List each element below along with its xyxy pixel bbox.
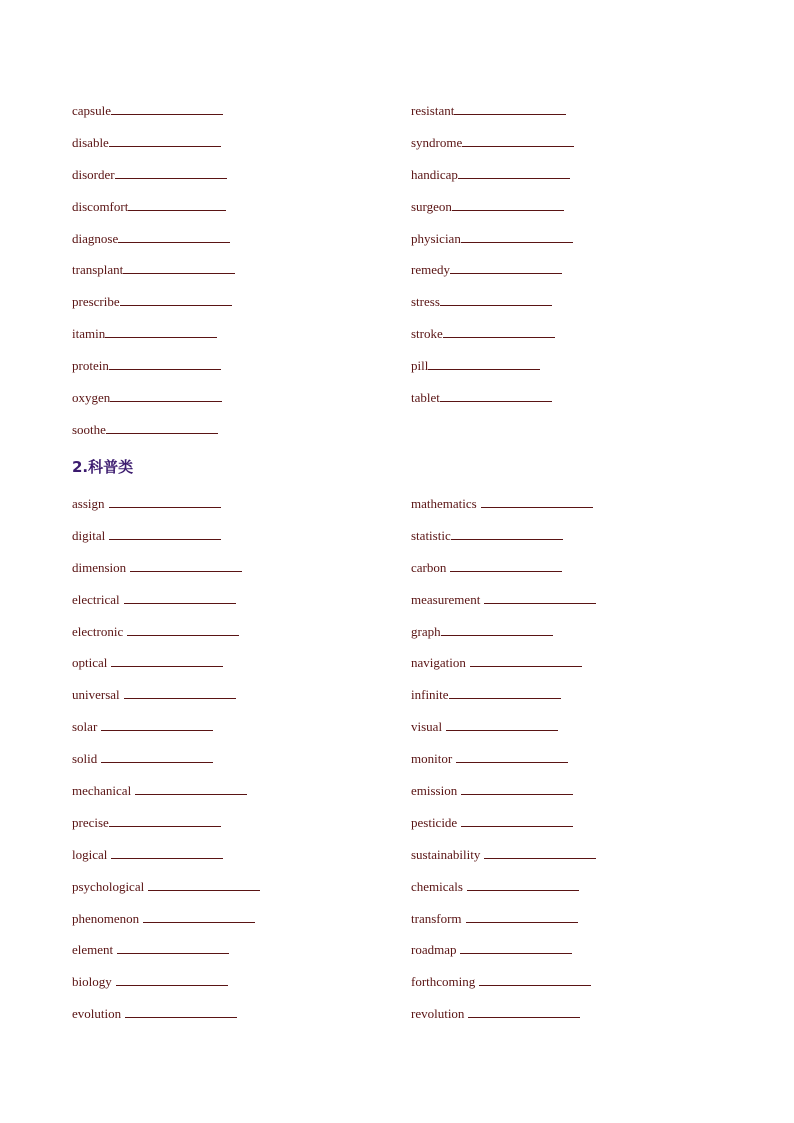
vocab-item bbox=[72, 230, 411, 247]
answer-blank[interactable] bbox=[106, 421, 218, 434]
answer-blank[interactable] bbox=[484, 846, 596, 859]
vocab-item bbox=[72, 718, 411, 735]
vocab-word: discomfort bbox=[72, 198, 129, 214]
vocab-word: physician bbox=[411, 230, 461, 246]
vocab-word: sustainability bbox=[411, 846, 481, 862]
vocab-word: biology bbox=[72, 974, 112, 990]
vocab-word: measurement bbox=[411, 591, 481, 607]
vocab-item bbox=[72, 495, 411, 512]
answer-blank[interactable] bbox=[461, 230, 573, 243]
answer-blank[interactable] bbox=[109, 527, 221, 540]
vocab-word: stroke bbox=[411, 326, 443, 342]
vocab-item bbox=[411, 495, 750, 512]
vocab-item bbox=[411, 973, 750, 990]
vocab-item bbox=[72, 750, 411, 767]
vocab-word: monitor bbox=[411, 751, 453, 767]
vocab-word: universal bbox=[72, 687, 120, 703]
answer-blank[interactable] bbox=[109, 134, 221, 147]
vocab-item bbox=[72, 166, 411, 183]
vocab-word: tablet bbox=[411, 390, 440, 406]
health-vocab-grid bbox=[72, 102, 772, 453]
vocab-item bbox=[411, 878, 750, 895]
answer-blank[interactable] bbox=[468, 1005, 580, 1018]
answer-blank[interactable] bbox=[124, 591, 236, 604]
answer-blank[interactable] bbox=[470, 654, 582, 667]
vocab-word: graph bbox=[411, 623, 441, 639]
vocab-word: diagnose bbox=[72, 230, 119, 246]
vocab-item bbox=[72, 910, 411, 927]
answer-blank[interactable] bbox=[461, 814, 573, 827]
vocab-word: emission bbox=[411, 783, 458, 799]
vocab-item bbox=[411, 1005, 750, 1022]
answer-blank[interactable] bbox=[456, 750, 568, 763]
answer-blank[interactable] bbox=[123, 261, 235, 274]
answer-blank[interactable] bbox=[111, 654, 223, 667]
vocab-word: pill bbox=[411, 358, 429, 374]
vocab-item bbox=[72, 941, 411, 958]
answer-blank[interactable] bbox=[111, 846, 223, 859]
answer-blank[interactable] bbox=[109, 495, 221, 508]
vocab-item bbox=[72, 782, 411, 799]
answer-blank[interactable] bbox=[118, 230, 230, 243]
vocab-word: itamin bbox=[72, 326, 106, 342]
vocab-word: logical bbox=[72, 846, 108, 862]
vocab-item bbox=[72, 878, 411, 895]
answer-blank[interactable] bbox=[124, 686, 236, 699]
answer-blank[interactable] bbox=[461, 782, 573, 795]
vocab-item bbox=[411, 941, 750, 958]
vocab-word: statistic bbox=[411, 527, 451, 543]
vocab-word: disorder bbox=[72, 166, 115, 182]
vocab-item bbox=[411, 357, 750, 374]
vocab-item bbox=[411, 389, 750, 406]
vocab-word: psychological bbox=[72, 878, 145, 894]
vocab-item bbox=[72, 357, 411, 374]
answer-blank[interactable] bbox=[449, 686, 561, 699]
vocab-word: optical bbox=[72, 655, 108, 671]
vocab-item bbox=[411, 261, 750, 278]
vocab-word: electronic bbox=[72, 623, 124, 639]
answer-blank[interactable] bbox=[116, 973, 228, 986]
answer-blank[interactable] bbox=[105, 325, 217, 338]
answer-blank[interactable] bbox=[125, 1005, 237, 1018]
answer-blank[interactable] bbox=[440, 293, 552, 306]
vocab-word: handicap bbox=[411, 166, 458, 182]
vocab-item bbox=[411, 910, 750, 927]
vocab-item bbox=[72, 973, 411, 990]
answer-blank[interactable] bbox=[462, 134, 574, 147]
vocab-word: assign bbox=[72, 496, 105, 511]
answer-blank[interactable] bbox=[143, 910, 255, 923]
vocab-word: carbon bbox=[411, 559, 447, 575]
answer-blank[interactable] bbox=[451, 527, 563, 540]
answer-blank[interactable] bbox=[441, 623, 553, 636]
vocab-item bbox=[411, 166, 750, 183]
vocab-word: mathematics bbox=[411, 496, 477, 511]
vocab-word: electrical bbox=[72, 591, 120, 607]
vocab-word: dimension bbox=[72, 559, 127, 575]
vocab-item bbox=[411, 718, 750, 735]
answer-blank[interactable] bbox=[109, 814, 221, 827]
vocab-word: transplant bbox=[72, 262, 124, 278]
vocab-item bbox=[411, 559, 750, 576]
answer-blank[interactable] bbox=[110, 389, 222, 402]
answer-blank[interactable] bbox=[111, 102, 223, 115]
vocab-word: transform bbox=[411, 910, 462, 926]
answer-blank[interactable] bbox=[467, 878, 579, 891]
vocab-word: roadmap bbox=[411, 942, 457, 958]
vocab-item bbox=[411, 527, 750, 544]
vocab-item bbox=[411, 782, 750, 799]
vocab-item bbox=[72, 198, 411, 215]
answer-blank[interactable] bbox=[452, 198, 564, 211]
vocab-word: solar bbox=[72, 719, 98, 735]
section-heading: 2.科普类 bbox=[72, 458, 134, 476]
vocab-item bbox=[72, 527, 411, 544]
answer-blank[interactable] bbox=[101, 718, 213, 731]
vocab-item bbox=[411, 293, 750, 310]
vocab-word: surgeon bbox=[411, 198, 452, 214]
answer-blank[interactable] bbox=[479, 973, 591, 986]
vocab-word: pesticide bbox=[411, 814, 458, 830]
vocab-item bbox=[72, 814, 411, 831]
vocab-word: infinite bbox=[411, 687, 449, 703]
vocab-word: capsule bbox=[72, 103, 111, 118]
answer-blank[interactable] bbox=[128, 198, 226, 211]
vocab-item bbox=[411, 325, 750, 342]
vocab-item bbox=[411, 623, 750, 640]
answer-blank[interactable] bbox=[460, 941, 572, 954]
answer-blank[interactable] bbox=[117, 941, 229, 954]
vocab-item bbox=[72, 389, 411, 406]
answer-blank[interactable] bbox=[148, 878, 260, 891]
answer-blank[interactable] bbox=[450, 261, 562, 274]
answer-blank[interactable] bbox=[450, 559, 562, 572]
answer-blank[interactable] bbox=[109, 357, 221, 370]
vocab-word: stress bbox=[411, 294, 440, 310]
answer-blank[interactable] bbox=[481, 495, 593, 508]
answer-blank[interactable] bbox=[466, 910, 578, 923]
vocab-item bbox=[411, 846, 750, 863]
vocab-item bbox=[72, 686, 411, 703]
vocab-word: navigation bbox=[411, 655, 466, 671]
vocab-word: resistant bbox=[411, 103, 455, 118]
vocab-item bbox=[72, 846, 411, 863]
vocab-word: syndrome bbox=[411, 134, 463, 150]
vocab-item bbox=[72, 134, 411, 151]
answer-blank[interactable] bbox=[135, 782, 247, 795]
vocab-item bbox=[72, 261, 411, 278]
vocab-word: chemicals bbox=[411, 878, 463, 894]
vocab-item bbox=[411, 134, 750, 151]
vocab-word: digital bbox=[72, 527, 106, 543]
vocab-item bbox=[411, 198, 750, 215]
answer-blank[interactable] bbox=[428, 357, 540, 370]
vocab-item bbox=[411, 814, 750, 831]
answer-blank[interactable] bbox=[101, 750, 213, 763]
vocab-word: remedy bbox=[411, 262, 450, 278]
vocab-word: visual bbox=[411, 719, 443, 735]
answer-blank[interactable] bbox=[115, 166, 227, 179]
science-vocab-grid bbox=[72, 495, 772, 1037]
vocab-item bbox=[72, 421, 411, 438]
answer-blank[interactable] bbox=[130, 559, 242, 572]
vocab-item bbox=[72, 1005, 411, 1022]
vocab-item bbox=[72, 325, 411, 342]
vocab-item bbox=[411, 654, 750, 671]
vocab-item bbox=[411, 230, 750, 247]
vocab-word: prescribe bbox=[72, 294, 120, 310]
answer-blank[interactable] bbox=[120, 293, 232, 306]
vocab-item bbox=[411, 750, 750, 767]
answer-blank[interactable] bbox=[440, 389, 552, 402]
vocab-item bbox=[411, 686, 750, 703]
vocab-word: protein bbox=[72, 358, 109, 374]
answer-blank[interactable] bbox=[127, 623, 239, 636]
vocab-word: oxygen bbox=[72, 390, 111, 406]
vocab-word: solid bbox=[72, 751, 98, 767]
vocab-item bbox=[72, 102, 411, 119]
vocab-item bbox=[72, 654, 411, 671]
answer-blank[interactable] bbox=[446, 718, 558, 731]
vocab-word: precise bbox=[72, 814, 109, 830]
vocab-word: element bbox=[72, 942, 114, 958]
answer-blank[interactable] bbox=[484, 591, 596, 604]
answer-blank[interactable] bbox=[454, 102, 566, 115]
vocab-item bbox=[411, 591, 750, 608]
vocab-word: soothe bbox=[72, 421, 106, 437]
vocab-item bbox=[72, 559, 411, 576]
vocab-word: phenomenon bbox=[72, 910, 140, 926]
vocab-word: mechanical bbox=[72, 783, 132, 799]
vocab-item bbox=[72, 623, 411, 640]
vocab-word: forthcoming bbox=[411, 974, 476, 990]
vocab-word: evolution bbox=[72, 1006, 122, 1022]
answer-blank[interactable] bbox=[458, 166, 570, 179]
vocab-word: disable bbox=[72, 134, 109, 150]
vocab-word: revolution bbox=[411, 1006, 465, 1022]
vocab-item bbox=[72, 293, 411, 310]
vocab-item bbox=[411, 102, 750, 119]
vocab-item bbox=[72, 591, 411, 608]
answer-blank[interactable] bbox=[443, 325, 555, 338]
